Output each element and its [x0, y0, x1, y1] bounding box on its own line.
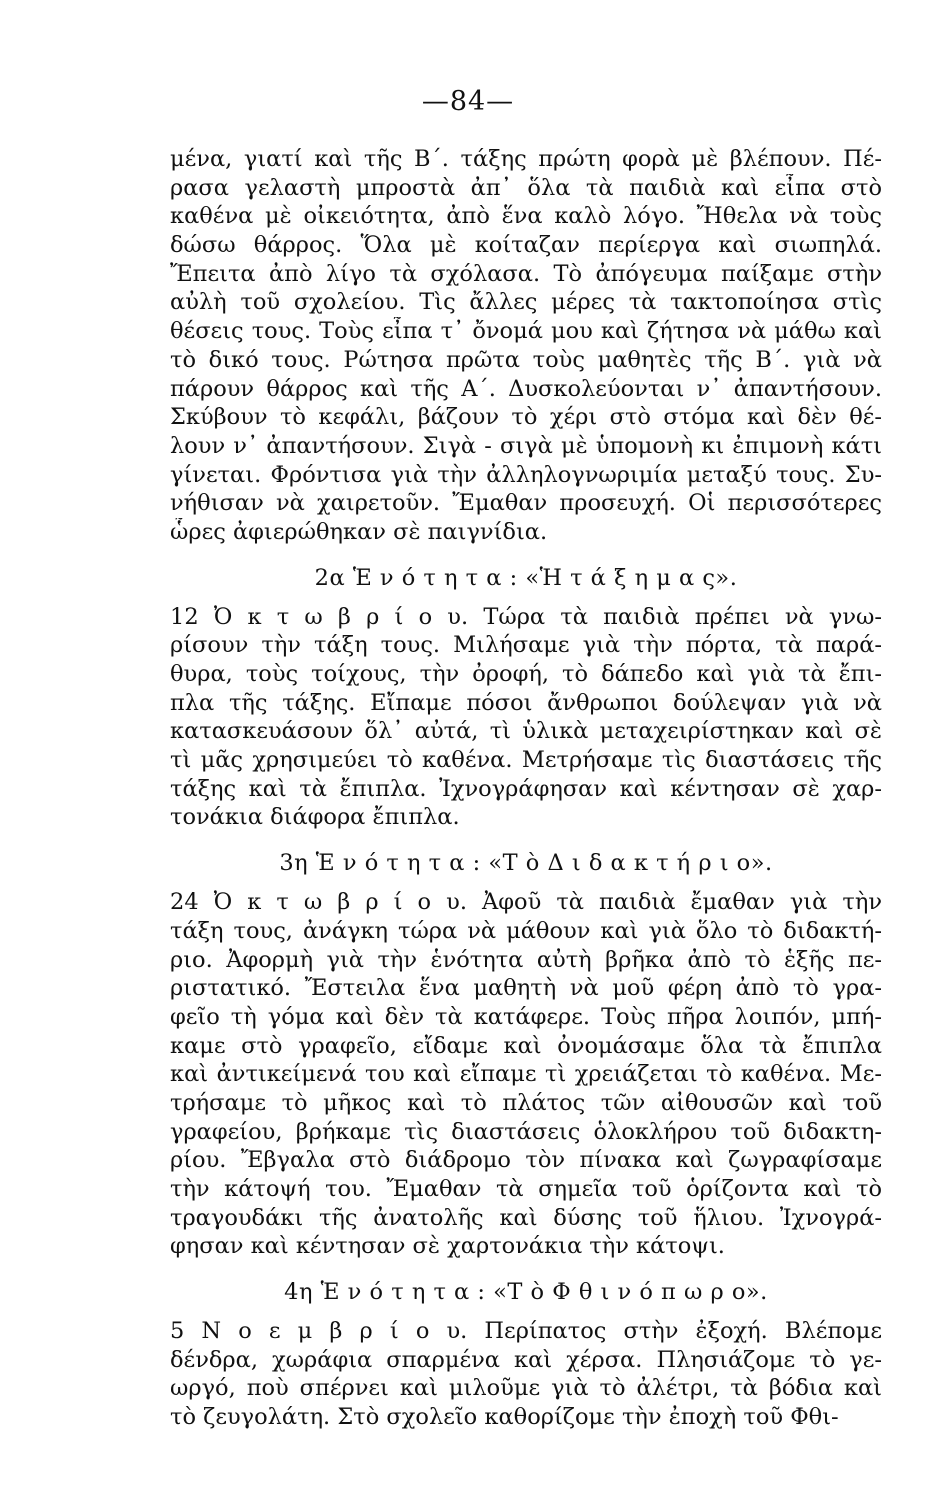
text-line: 5 Ν ο ε μ β ρ ί ο υ. Περίπατος στὴν ἐξοχή. Βλέπομε	[170, 1318, 882, 1345]
text-line: φησαν καὶ κέντησαν σὲ χαρτονάκια τὴν κάτοψι.	[170, 1233, 725, 1260]
section-heading: 3η Ἑ ν ό τ η τ α : «Τ ὸ Δ ι δ α κ τ ή ρ ι ο».	[279, 850, 773, 877]
paragraph	[170, 1317, 882, 1432]
text-line: τὸ δικό τους. Ρώτησα πρῶτα τοὺς μαθητὲς τῆς Β΄. γιὰ νὰ	[170, 346, 882, 373]
text-line: γίνεται. Φρόντισα γιὰ τὴν ἀλληλογνωριμία μεταξύ τους. Συ-	[170, 461, 882, 488]
page-number: —84—	[421, 86, 515, 117]
section-heading: 4η Ἑ ν ό τ η τ α : «Τ ὸ Φ θ ι ν ό π ω ρ ο».	[284, 1279, 768, 1306]
text-line: τραγουδάκι τῆς ἀνατολῆς καὶ δύσης τοῦ ἥλιου. Ἰχνογρά-	[170, 1204, 882, 1231]
text-line: λουν ν᾽ ἀπαντήσουν. Σιγὰ - σιγὰ μὲ ὑπομονὴ κι ἐπιμονὴ κάτι	[170, 432, 882, 459]
paragraph	[170, 145, 882, 547]
paragraph	[170, 603, 882, 833]
text-line: αὐλὴ τοῦ σχολείου. Τὶς ἄλλες μέρες τὰ τακτοποίησα στὶς	[170, 289, 882, 316]
text-line: ριο. Ἀφορμὴ γιὰ τὴν ἑνότητα αὐτὴ βρῆκα ἀπὸ τὸ ἑξῆς πε-	[170, 946, 882, 973]
text-line: ωργό, ποὺ σπέρνει καὶ μιλοῦμε γιὰ τὸ ἀλέτρι, τὰ βόδια καὶ	[170, 1375, 882, 1402]
text-line: καὶ ἀντικείμενά του καὶ εἴπαμε τὶ χρειάζεται τὸ καθένα. Με-	[170, 1061, 882, 1088]
text-line: γραφείου, βρήκαμε τὶς διαστάσεις ὁλοκλήρου τοῦ διδακτη-	[170, 1118, 882, 1145]
text-line: πλα τῆς τάξης. Εἴπαμε πόσοι ἄνθρωποι δούλεψαν γιὰ νὰ	[170, 689, 882, 716]
text-line: Σκύβουν τὸ κεφάλι, βάζουν τὸ χέρι στὸ στόμα καὶ δὲν θέ-	[170, 404, 882, 431]
text-line: ριστατικό. Ἔστειλα ἕνα μαθητὴ νὰ μοῦ φέρη ἀπὸ τὸ γρα-	[170, 975, 882, 1002]
section-heading: 2α Ἑ ν ό τ η τ α : «Ἡ τ ά ξ η μ α ς».	[314, 564, 738, 591]
text-body	[170, 145, 882, 1432]
text-line: καμε στὸ γραφεῖο, εἴδαμε καὶ ὀνομάσαμε ὅλα τὰ ἔπιπλα	[170, 1032, 882, 1059]
text-line: νήθισαν νὰ χαιρετοῦν. Ἔμαθαν προσευχή. Οἱ περισσότερες	[170, 490, 882, 517]
text-line: τονάκια διάφορα ἔπιπλα.	[170, 804, 460, 831]
text-line: 24 Ὀ κ τ ω β ρ ί ο υ. Ἀφοῦ τὰ παιδιὰ ἔμαθαν γιὰ τὴν	[170, 889, 882, 916]
text-line: θέσεις τους. Τοὺς εἶπα τ᾽ ὄνομά μου καὶ ζήτησα νὰ μάθω καὶ	[170, 318, 882, 345]
text-line: ρίου. Ἔβγαλα στὸ διάδρομο τὸν πίνακα καὶ ζωγραφίσαμε	[170, 1147, 882, 1174]
text-line: φεῖο τὴ γόμα καὶ δὲν τὰ κατάφερε. Τοὺς πῆρα λοιπόν, μπή-	[170, 1003, 882, 1030]
text-line: κατασκευάσουν ὅλ᾽ αὐτά, τὶ ὑλικὰ μεταχειρίστηκαν καὶ σὲ	[170, 718, 882, 745]
text-line: θυρα, τοὺς τοίχους, τὴν ὀροφή, τὸ δάπεδο καὶ γιὰ τὰ ἔπι-	[170, 661, 882, 687]
text-line: τρήσαμε τὸ μῆκος καὶ τὸ πλάτος τῶν αἰθουσῶν καὶ τοῦ	[170, 1089, 882, 1116]
paragraph	[170, 888, 882, 1261]
text-line: μένα, γιατί καὶ τῆς Β΄. τάξης πρώτη φορὰ μὲ βλέπουν. Πέ-	[170, 146, 882, 172]
text-line: τὶ μᾶς χρησιμεύει τὸ καθένα. Μετρήσαμε τὶς διαστάσεις τῆς	[170, 747, 882, 774]
text-line: Ἔπειτα ἀπὸ λίγο τὰ σχόλασα. Τὸ ἀπόγευμα παίξαμε στὴν	[170, 260, 882, 287]
text-line: καθένα μὲ οἰκειότητα, ἀπὸ ἕνα καλὸ λόγο. Ἤθελα νὰ τοὺς	[170, 203, 882, 230]
text-line: ρίσουν τὴν τάξη τους. Μιλήσαμε γιὰ τὴν πόρτα, τὰ παρά-	[170, 632, 882, 659]
text-line: πάρουν θάρρος καὶ τῆς Α΄. Δυσκολεύονται ν᾽ ἀπαντήσουν.	[170, 375, 882, 402]
text-line: ὧρες ἀφιερώθηκαν σὲ παιγνίδια.	[170, 518, 548, 545]
text-line: τάξης καὶ τὰ ἔπιπλα. Ἰχνογράφησαν καὶ κέντησαν σὲ χαρ-	[170, 775, 882, 802]
text-line: τὸ ζευγολάτη. Στὸ σχολεῖο καθορίζομε τὴν ἐποχὴ τοῦ Φθι-	[170, 1404, 839, 1431]
text-line: τάξη τους, ἀνάγκη τώρα νὰ μάθουν καὶ γιὰ ὅλο τὸ διδακτή-	[170, 917, 882, 944]
text-line: δώσω θάρρος. Ὅλα μὲ κοίταζαν περίεργα καὶ σιωπηλά.	[170, 232, 882, 259]
text-line: δένδρα, χωράφια σπαρμένα καὶ χέρσα. Πλησιάζομε τὸ γε-	[170, 1346, 882, 1373]
text-line: τὴν κάτοψή του. Ἔμαθαν τὰ σημεῖα τοῦ ὁρίζοντα καὶ τὸ	[170, 1176, 882, 1202]
text-line: 12 Ὀ κ τ ω β ρ ί ο υ. Τώρα τὰ παιδιὰ πρέπει νὰ γνω-	[170, 603, 882, 630]
text-line: ρασα γελαστὴ μπροστὰ ἀπ᾽ ὅλα τὰ παιδιὰ καὶ εἶπα στὸ	[170, 174, 882, 201]
